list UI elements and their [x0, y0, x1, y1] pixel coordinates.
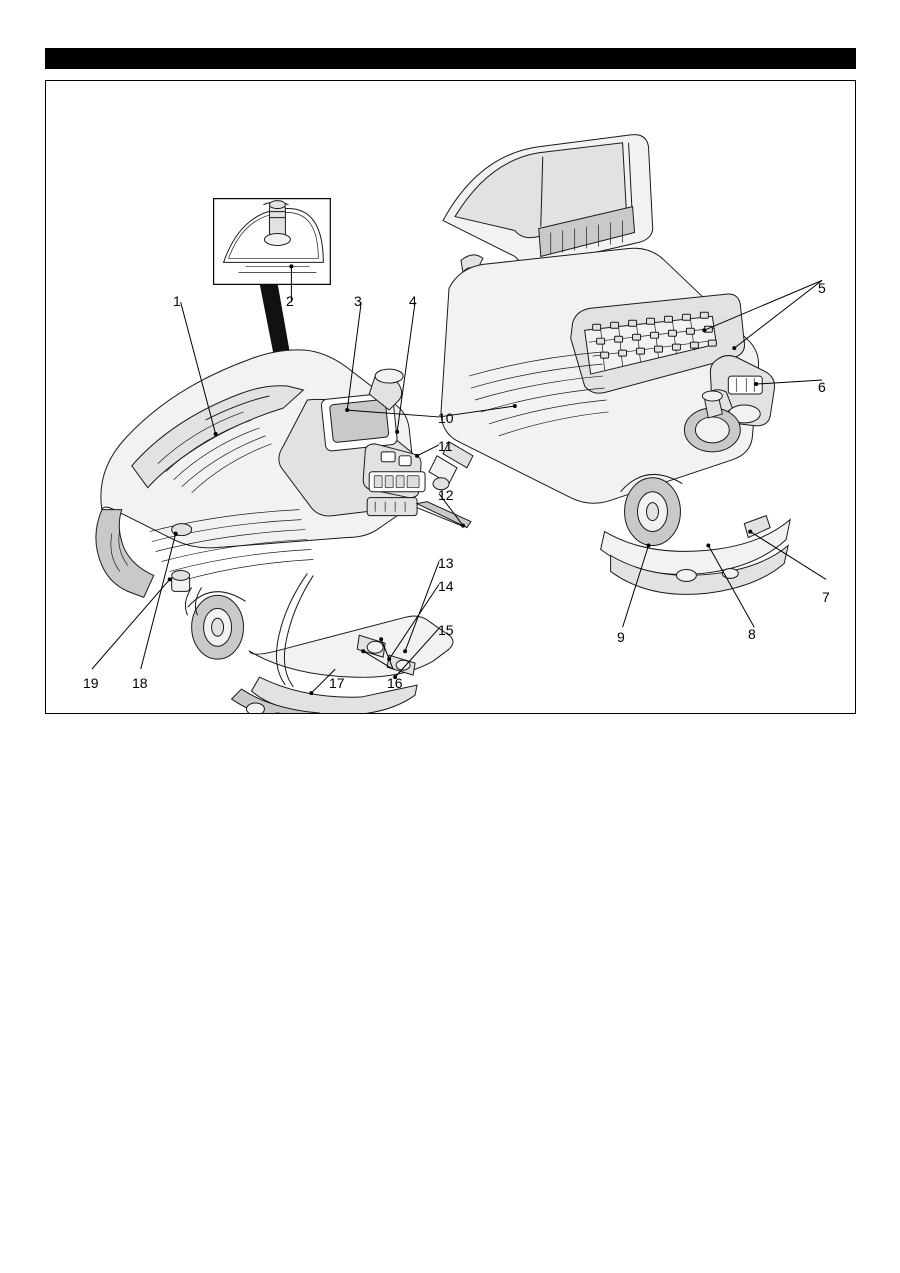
- callout-17: 17: [329, 675, 345, 691]
- machine-exploded-diagram: [46, 81, 855, 713]
- machine-right-view: [429, 135, 790, 595]
- detail-inset: [214, 199, 331, 285]
- callout-9: 9: [617, 629, 625, 645]
- callout-18: 18: [132, 675, 148, 691]
- callout-7: 7: [822, 589, 830, 605]
- callout-5: 5: [818, 280, 826, 296]
- callout-12: 12: [438, 487, 454, 503]
- callout-14: 14: [438, 578, 454, 594]
- callout-16: 16: [387, 675, 403, 691]
- callout-19: 19: [83, 675, 99, 691]
- callout-3: 3: [354, 293, 362, 309]
- callout-1: 1: [173, 293, 181, 309]
- figure-frame: [45, 80, 856, 714]
- callout-6: 6: [818, 379, 826, 395]
- header-black-bar: [45, 48, 856, 69]
- callout-8: 8: [748, 626, 756, 642]
- callout-13: 13: [438, 555, 454, 571]
- callout-10: 10: [438, 410, 454, 426]
- machine-left-view: [96, 350, 471, 713]
- callout-2: 2: [286, 293, 294, 309]
- callout-11: 11: [438, 438, 453, 454]
- callout-4: 4: [409, 293, 417, 309]
- callout-15: 15: [438, 622, 454, 638]
